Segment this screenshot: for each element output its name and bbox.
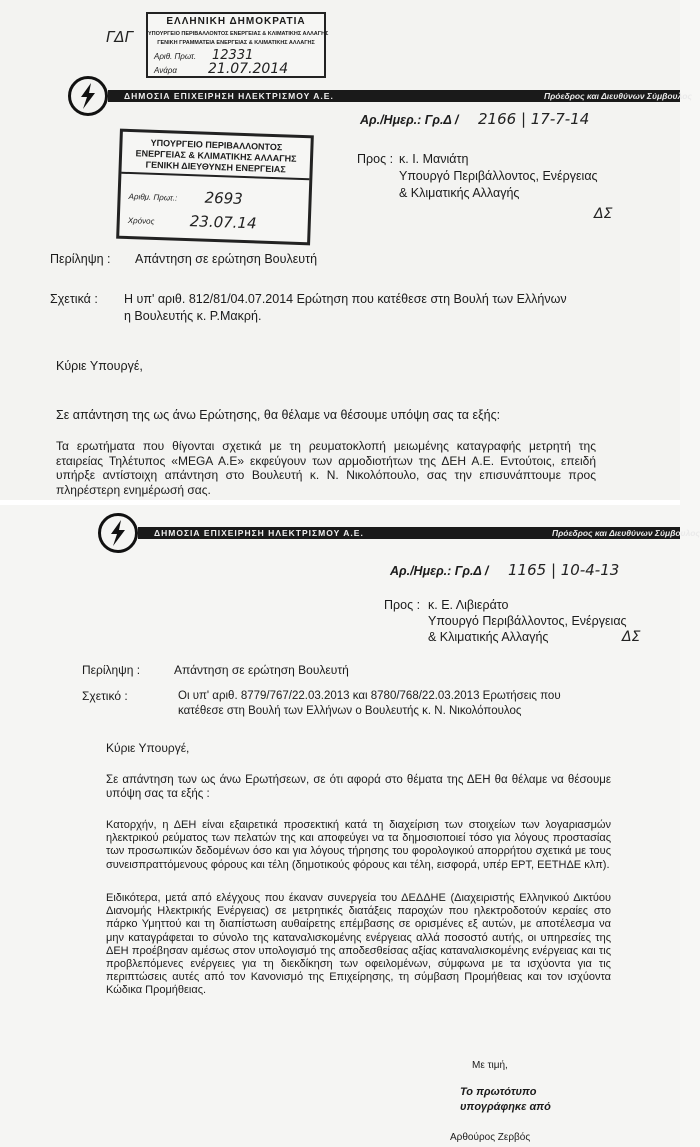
paragraph-1: Σε απάντηση της ως άνω Ερώτησης, θα θέλαμε να θέσουμε υπόψη σας τα εξής: bbox=[56, 408, 501, 422]
related-line-1: Οι υπ' αριθ. 8779/767/22.03.2013 και 8780/768/22.03.2013 Ερωτήσεις που bbox=[178, 690, 561, 702]
ministry-stamp-date-label: Χρόνος bbox=[127, 215, 155, 226]
stamp-line-2: ΥΠΟΥΡΓΕΙΟ ΠΕΡΙΒΑΛΛΟΝΤΟΣ ΕΝΕΡΓΕΙΑΣ & ΚΛΙΜΑΤΙΚΗΣ ΑΛΛΑΓΗΣ bbox=[148, 31, 329, 37]
ministry-stamp-line-3: ΓΕΝΙΚΗ ΔΙΕΥΘΥΝΣΗ ΕΝΕΡΓΕΙΑΣ bbox=[145, 159, 286, 175]
registry-stamp bbox=[146, 12, 329, 78]
dei-logo bbox=[98, 513, 138, 553]
recipient-name: κ. Ι. Μανιάτη bbox=[399, 152, 469, 166]
letter-page-1 bbox=[0, 0, 692, 500]
paragraph-1: Σε απάντηση των ως άνω Ερωτήσεων, σε ότι αφορά στο θέματα της ΔΕΗ θα θέλαμε να θέσουμε υπόψη σας τα εξής : bbox=[106, 774, 611, 800]
header-bar-right: Πρόεδρος και Διευθύνων Σύμβουλος bbox=[552, 528, 700, 538]
recipient-title-cont: & Κλιματικής Αλλαγής bbox=[428, 630, 549, 644]
summary-text: Απάντηση σε ερώτηση Βουλευτή bbox=[174, 663, 349, 677]
ministry-stamp bbox=[116, 129, 314, 246]
related-label: Σχετικά : bbox=[50, 292, 98, 306]
header-bar: ΔΗΜΟΣΙΑ ΕΠΙΧΕΙΡΗΣΗ ΗΛΕΚΤΡΙΣΜΟΥ Α.Ε. bbox=[108, 90, 528, 102]
reference-value: 2166 | 17-7-14 bbox=[478, 110, 590, 128]
ministry-stamp-prot-value: 2693 bbox=[204, 188, 244, 208]
reference-value: 1165 | 10-4-13 bbox=[508, 561, 620, 579]
summary-label: Περίληψη : bbox=[82, 663, 141, 677]
recipient-title: Υπουργό Περιβάλλοντος, Ενέργειας bbox=[399, 169, 598, 183]
related-line-1: Η υπ' αριθ. 812/81/04.07.2014 Ερώτηση που κατέθεσε στη Βουλή των Ελλήνων bbox=[124, 292, 567, 306]
dei-logo bbox=[68, 76, 108, 116]
recipient-title-cont: & Κλιματικής Αλλαγής bbox=[399, 186, 520, 200]
handwritten-corner-note: ΓΔΓ bbox=[106, 28, 133, 46]
stamp-prot-value: 12331 bbox=[212, 48, 254, 63]
ministry-stamp-prot-label: Αριθμ. Πρωτ.: bbox=[128, 191, 178, 203]
summary-text: Απάντηση σε ερώτηση Βουλευτή bbox=[135, 252, 318, 266]
stamp-date-label: Ανάρα bbox=[154, 66, 177, 75]
stamp-prot-label: Αριθ. Πρωτ. bbox=[154, 52, 197, 61]
reference-label: Αρ./Ημερ.: Γρ.Δ / bbox=[360, 113, 459, 127]
reference-label: Αρ./Ημερ.: Γρ.Δ / bbox=[390, 564, 489, 578]
handwritten-initials: ΔΣ bbox=[594, 206, 613, 222]
stamp-date-value: 21.07.2014 bbox=[208, 61, 289, 77]
ministry-stamp-line-2: ΕΝΕΡΓΕΙΑΣ & ΚΛΙΜΑΤΙΚΗΣ ΑΛΛΑΓΗΣ bbox=[135, 148, 297, 164]
related-line-2: κατέθεσε στη Βουλή των Ελλήνων ο Βουλευτής κ. Ν. Νικολόπουλος bbox=[178, 705, 522, 717]
related-line-2: η Βουλευτής κ. Ρ.Μακρή. bbox=[124, 309, 262, 323]
summary-label: Περίληψη : bbox=[50, 252, 111, 266]
handwritten-initials: ΔΣ bbox=[622, 629, 641, 645]
stamp-line-3: ΓΕΝΙΚΗ ΓΡΑΜΜΑΤΕΙΑ ΕΝΕΡΓΕΙΑΣ & ΚΛΙΜΑΤΙΚΗΣ ΑΛΛΑΓΗΣ bbox=[157, 40, 315, 46]
lightning-icon bbox=[73, 81, 103, 111]
related-label: Σχετικό : bbox=[82, 689, 128, 703]
recipient-name: κ. Ε. Λιβιεράτο bbox=[428, 598, 509, 612]
header-bar-right: Πρόεδρος και Διευθύνων Σύμβουλος bbox=[544, 91, 692, 101]
recipient-label: Προς : bbox=[384, 598, 421, 612]
recipient-label: Προς : bbox=[357, 152, 394, 166]
letter-page-2 bbox=[0, 505, 700, 1147]
paragraph-3: Ειδικότερα, μετά από ελέγχους που έκαναν συνεργεία του ΔΕΔΔΗΕ (Διαχειριστής Ελληνικού Δικτύου Διανομής Ηλεκτρικής Ενέργειας) σε μετρητικές διατάξεις παροχών που ηλεκτροδοτούν κεραίες στο πάρκο Υμηττού και τη διαπίστωση αυθαίρετης επέμβασης σε ορισμένες εξ αυτών, με αποτέλεσμα να μην καταγράφεται το σύνολο της καταναλισκομένης ενέργειας αλλά ποσοστό αυτής, οι υπηρεσίες της ΔΕΗ προέβησαν αμέσως στον υπολογισμό της αποδεσθείσας αξίας καταναλισκομένης ενέργειας και τις προβλεπόμενες ενέργειες για τη διεκδίκηση των οφειλομένων, σύμφωνα με τα ισχύοντα για τις περιπτώσεις αυτές από τον Κανονισμό της Επιχείρησης, τη σύμβαση Προμήθειας και τον ισχύοντα Κώδικα Προμήθειας. bbox=[106, 892, 611, 997]
signed-note-2: υπογράφηκε από bbox=[460, 1101, 551, 1113]
paragraph-2: Τα ερωτήματα που θίγονται σχετικά με τη ρευματοκλοπή μειωμένης καταγραφής μετρητή της εταιρείας Τηλέτυπος «MEGA A.E» εκφεύγουν των αρμοδιοτήτων της ΔΕΗ Α.Ε. Εντούτοις, επειδή υπήρξε αντίστοιχη απάντηση στο Βουλευτή κ. Ν. Νικολόπουλο, σας την επισυνάπτουμε προς πληρέστερη ενημέρωσή σας. bbox=[56, 439, 596, 497]
signatory-name: Αρθούρος Ζερβός bbox=[450, 1132, 531, 1143]
ministry-stamp-line-1: ΥΠΟΥΡΓΕΙΟ ΠΕΡΙΒΑΛΛΟΝΤΟΣ bbox=[150, 137, 283, 153]
salutation: Κύριε Υπουργέ, bbox=[106, 741, 190, 755]
salutation: Κύριε Υπουργέ, bbox=[56, 359, 143, 373]
closing: Με τιμή, bbox=[472, 1060, 508, 1071]
ministry-stamp-date-value: 23.07.14 bbox=[189, 212, 257, 233]
recipient-title: Υπουργό Περιβάλλοντος, Ενέργειας bbox=[428, 614, 627, 628]
header-bar: ΔΗΜΟΣΙΑ ΕΠΙΧΕΙΡΗΣΗ ΗΛΕΚΤΡΙΣΜΟΥ Α.Ε. bbox=[138, 527, 538, 539]
stamp-line-1: ΕΛΛΗΝΙΚΗ ΔΗΜΟΚΡΑΤΙΑ bbox=[166, 16, 306, 27]
signed-note-1: Το πρωτότυπο bbox=[460, 1086, 537, 1098]
lightning-icon bbox=[103, 518, 133, 548]
paragraph-2: Κατορχήν, η ΔΕΗ είναι εξαιρετικά προσεκτική κατά τη διαχείριση των στοιχείων των λογαριασμών ηλεκτρικού ρεύματος των πελατών της και αποφεύγει να τα δημοσιοποιεί τόσο για λόγους προστασίας των προσωπικών δεδομένων όσο και για λόγους τήρησης του φορολογικού απορρήτου σχετικά με τους συνεισπραττόμενους φόρους και τέλη (δημοτικούς φόρους και τέλη, εισφορά, υπέρ ΕΡΤ, ΕΕΤΗΔΕ κλπ). bbox=[106, 819, 611, 871]
